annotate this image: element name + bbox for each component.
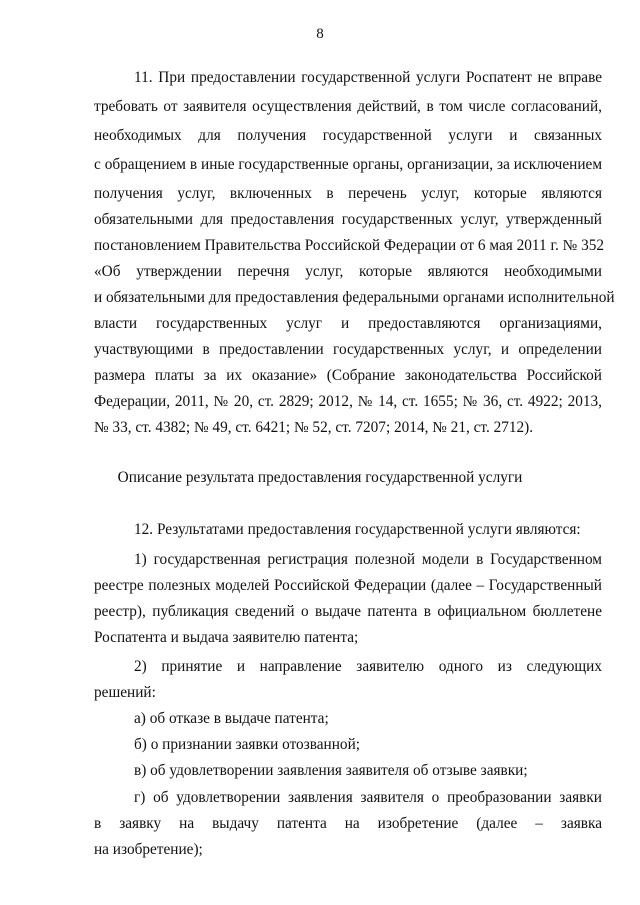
paragraph-12-line: решений: bbox=[94, 684, 156, 701]
paragraph-12-line: реестре полезных моделей Российской Федерации (далее – Государственный bbox=[94, 577, 602, 594]
paragraph-12-line: 2) принятие и направление заявителю одного из следующих bbox=[134, 658, 602, 675]
paragraph-11-line: участвующими в предоставлении государственных услуг, и определении bbox=[94, 341, 602, 358]
paragraph-11-line: № 33, ст. 4382; № 49, ст. 6421; № 52, ст. 7207; 2014, № 21, ст. 2712). bbox=[94, 419, 534, 436]
paragraph-11-line: получения услуг, включенных в перечень услуг, которые являются bbox=[94, 185, 602, 202]
paragraph-11-line: «Об утверждении перечня услуг, которые являются необходимыми bbox=[94, 263, 602, 280]
paragraph-11-line: размера платы за их оказание» (Собрание законодательства Российской bbox=[94, 367, 602, 384]
paragraph-11-line: власти государственных услуг и предоставляются организациями, bbox=[94, 315, 602, 332]
paragraph-12-line: а) об отказе в выдаче патента; bbox=[134, 710, 329, 727]
paragraph-12-line: в) об удовлетворении заявления заявителя об отзыве заявки; bbox=[134, 762, 528, 779]
paragraph-11-line: постановлением Правительства Российской Федерации от 6 мая 2011 г. № 352 bbox=[94, 237, 605, 254]
page-number: 8 bbox=[316, 26, 324, 42]
paragraph-12-line: Роспатента и выдача заявителю патента; bbox=[94, 629, 359, 646]
paragraph-11-line: требовать от заявителя осуществления действий, в том числе согласований, bbox=[94, 98, 602, 115]
paragraph-11-line: 11. При предоставлении государственной услуги Роспатент не вправе bbox=[134, 69, 602, 86]
paragraph-11-line: необходимых для получения государственной услуги и связанных bbox=[94, 127, 602, 144]
paragraph-12-line: 1) государственная регистрация полезной модели в Государственном bbox=[134, 551, 602, 568]
paragraph-12-line: г) об удовлетворении заявления заявителя о преобразовании заявки bbox=[134, 789, 602, 806]
paragraph-12-line: 12. Результатами предоставления государственной услуги являются: bbox=[134, 521, 581, 538]
paragraph-11-line: с обращением в иные государственные органы, организации, за исключением bbox=[94, 156, 602, 173]
section-heading: Описание результата предоставления государственной услуги bbox=[117, 469, 523, 486]
paragraph-11-line: Федерации, 2011, № 20, ст. 2829; 2012, № 14, ст. 1655; № 36, ст. 4922; 2013, bbox=[94, 393, 602, 410]
paragraph-12-line: в заявку на выдачу патента на изобретение (далее – заявка bbox=[94, 815, 602, 832]
paragraph-12-line: реестр), публикация сведений о выдаче патента в официальном бюллетене bbox=[94, 603, 602, 620]
paragraph-12-line: б) о признании заявки отозванной; bbox=[134, 736, 361, 753]
paragraph-11-line: и обязательными для предоставления федеральными органами исполнительной bbox=[94, 289, 615, 306]
paragraph-12-line: на изобретение); bbox=[94, 841, 203, 858]
paragraph-11-line: обязательными для предоставления государственных услуг, утвержденный bbox=[94, 211, 602, 228]
